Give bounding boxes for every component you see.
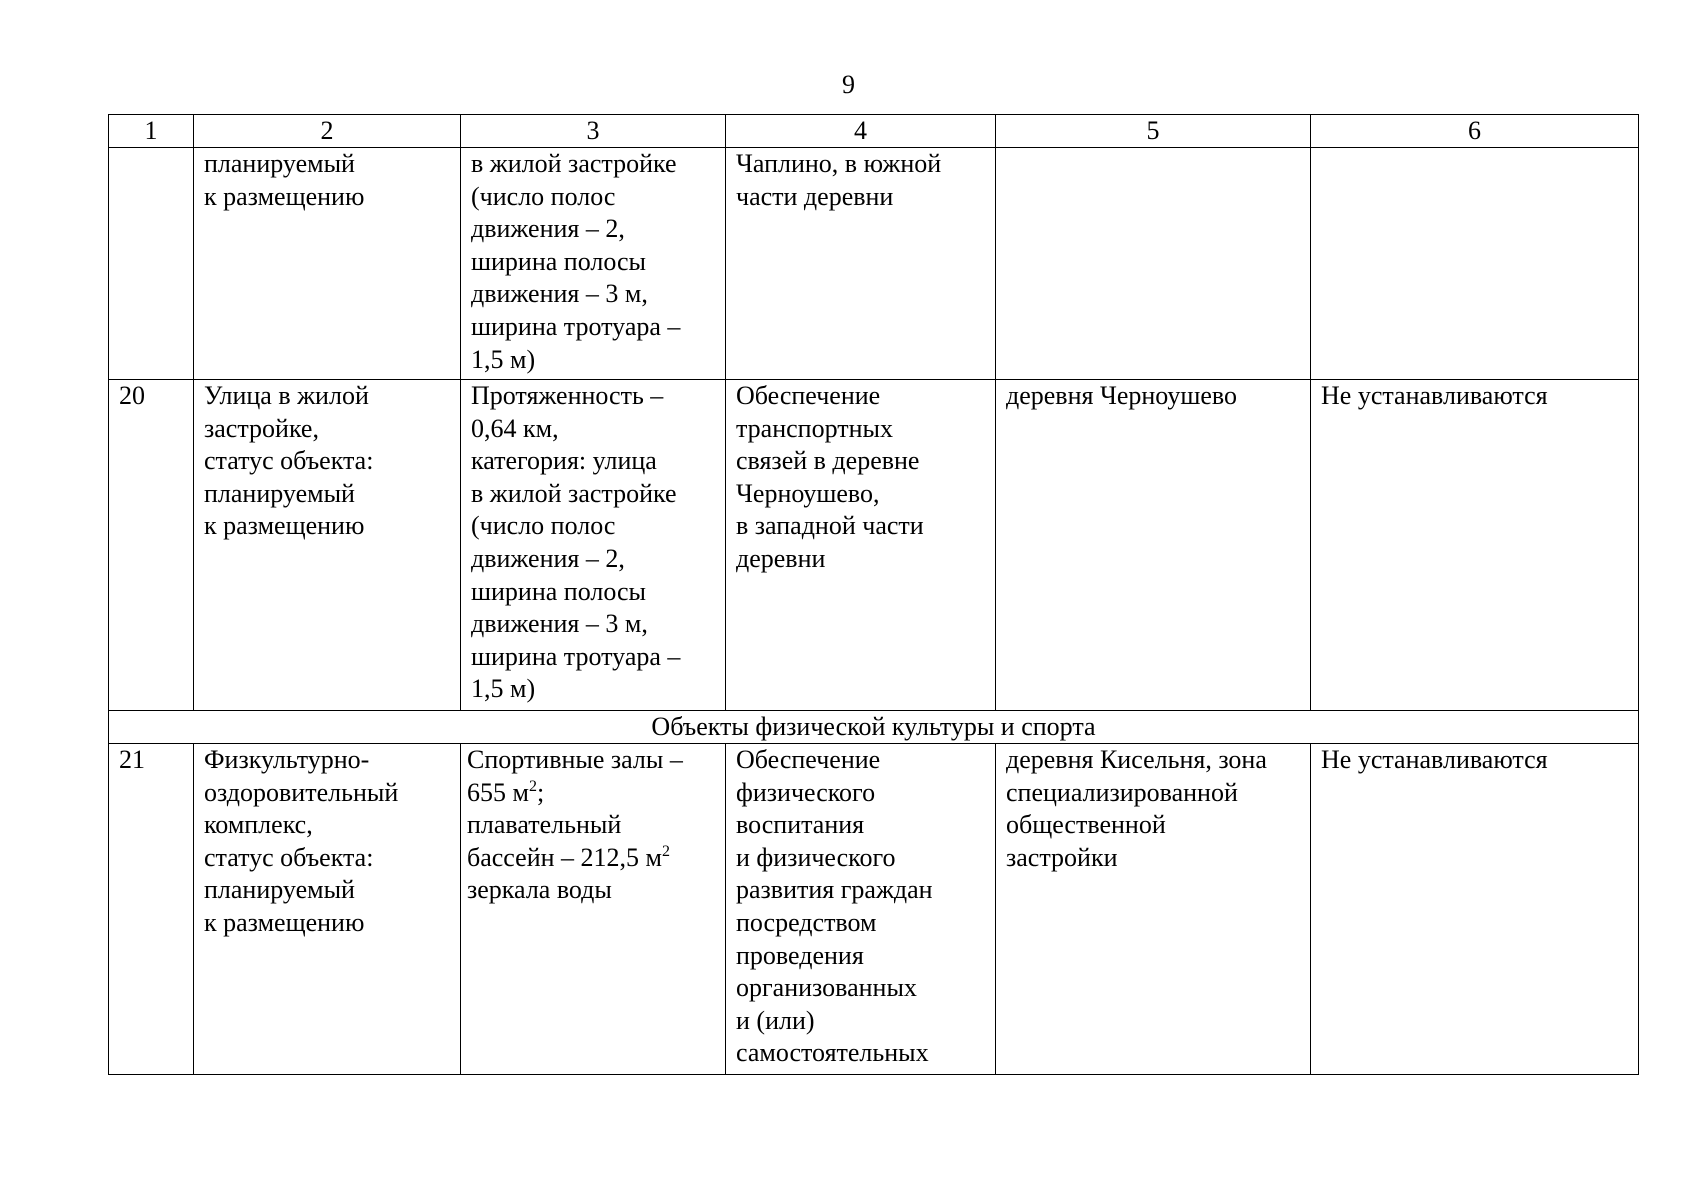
header-cell-4: 4 <box>726 115 996 148</box>
object-location: деревня Кисельня, зона специализированной общественной застройки <box>996 744 1311 1075</box>
objects-table <box>108 114 1639 1075</box>
header-cell-1: 1 <box>109 115 194 148</box>
object-purpose: Обеспечение транспортных связей в деревне Черноушево, в западной части деревни <box>726 380 996 711</box>
object-purpose: Обеспечение физического воспитания и физического развития граждан посредством проведения организованных и (или) самостоятельных <box>726 744 996 1075</box>
characteristics-line: зеркала воды <box>467 875 612 905</box>
table-row-20 <box>109 380 1639 711</box>
header-cell-3: 3 <box>461 115 726 148</box>
object-name: Физкультурно- оздоровительный комплекс, статус объекта: планируемый к размещению <box>194 744 461 1075</box>
section-title: Объекты физической культуры и спорта <box>109 711 1639 744</box>
object-zones: Не устанавливаются <box>1311 744 1639 1075</box>
table-row-continued <box>109 148 1639 380</box>
object-zones: Не устанавливаются <box>1311 380 1639 711</box>
superscript: 2 <box>662 842 670 860</box>
object-name: планируемый к размещению <box>194 148 461 380</box>
header-cell-2: 2 <box>194 115 461 148</box>
object-name: Улица в жилой застройке, статус объекта: планируемый к размещению <box>194 380 461 711</box>
section-row <box>109 711 1639 744</box>
object-characteristics: Протяженность – 0,64 км, категория: улица в жилой застройке (число полос движения – 2, ширина полосы движения – 3 м, ширина тротуара – 1,5 м) <box>461 380 726 711</box>
row-number: 21 <box>109 744 194 1075</box>
header-cell-5: 5 <box>996 115 1311 148</box>
characteristics-line: ; <box>536 777 545 807</box>
object-location: деревня Черноушево <box>996 380 1311 711</box>
characteristics-line: плавательный <box>467 810 622 840</box>
superscript: 2 <box>528 777 537 795</box>
header-cell-6: 6 <box>1311 115 1639 148</box>
object-characteristics: в жилой застройке (число полос движения – 2, ширина полосы движения – 3 м, ширина тротуара – 1,5 м) <box>461 148 726 380</box>
characteristics-line: бассейн – 212,5 м <box>467 842 662 872</box>
object-location <box>996 148 1311 380</box>
characteristics-line: 655 м <box>467 777 529 807</box>
table-row-21 <box>109 744 1639 1075</box>
row-number: 20 <box>109 380 194 711</box>
row-number <box>109 148 194 380</box>
characteristics-line: Спортивные залы – <box>467 745 683 774</box>
page-number: 9 <box>842 70 855 99</box>
object-purpose: Чаплино, в южной части деревни <box>726 148 996 380</box>
header-row <box>109 115 1639 148</box>
object-characteristics <box>461 744 726 1075</box>
object-zones <box>1311 148 1639 380</box>
